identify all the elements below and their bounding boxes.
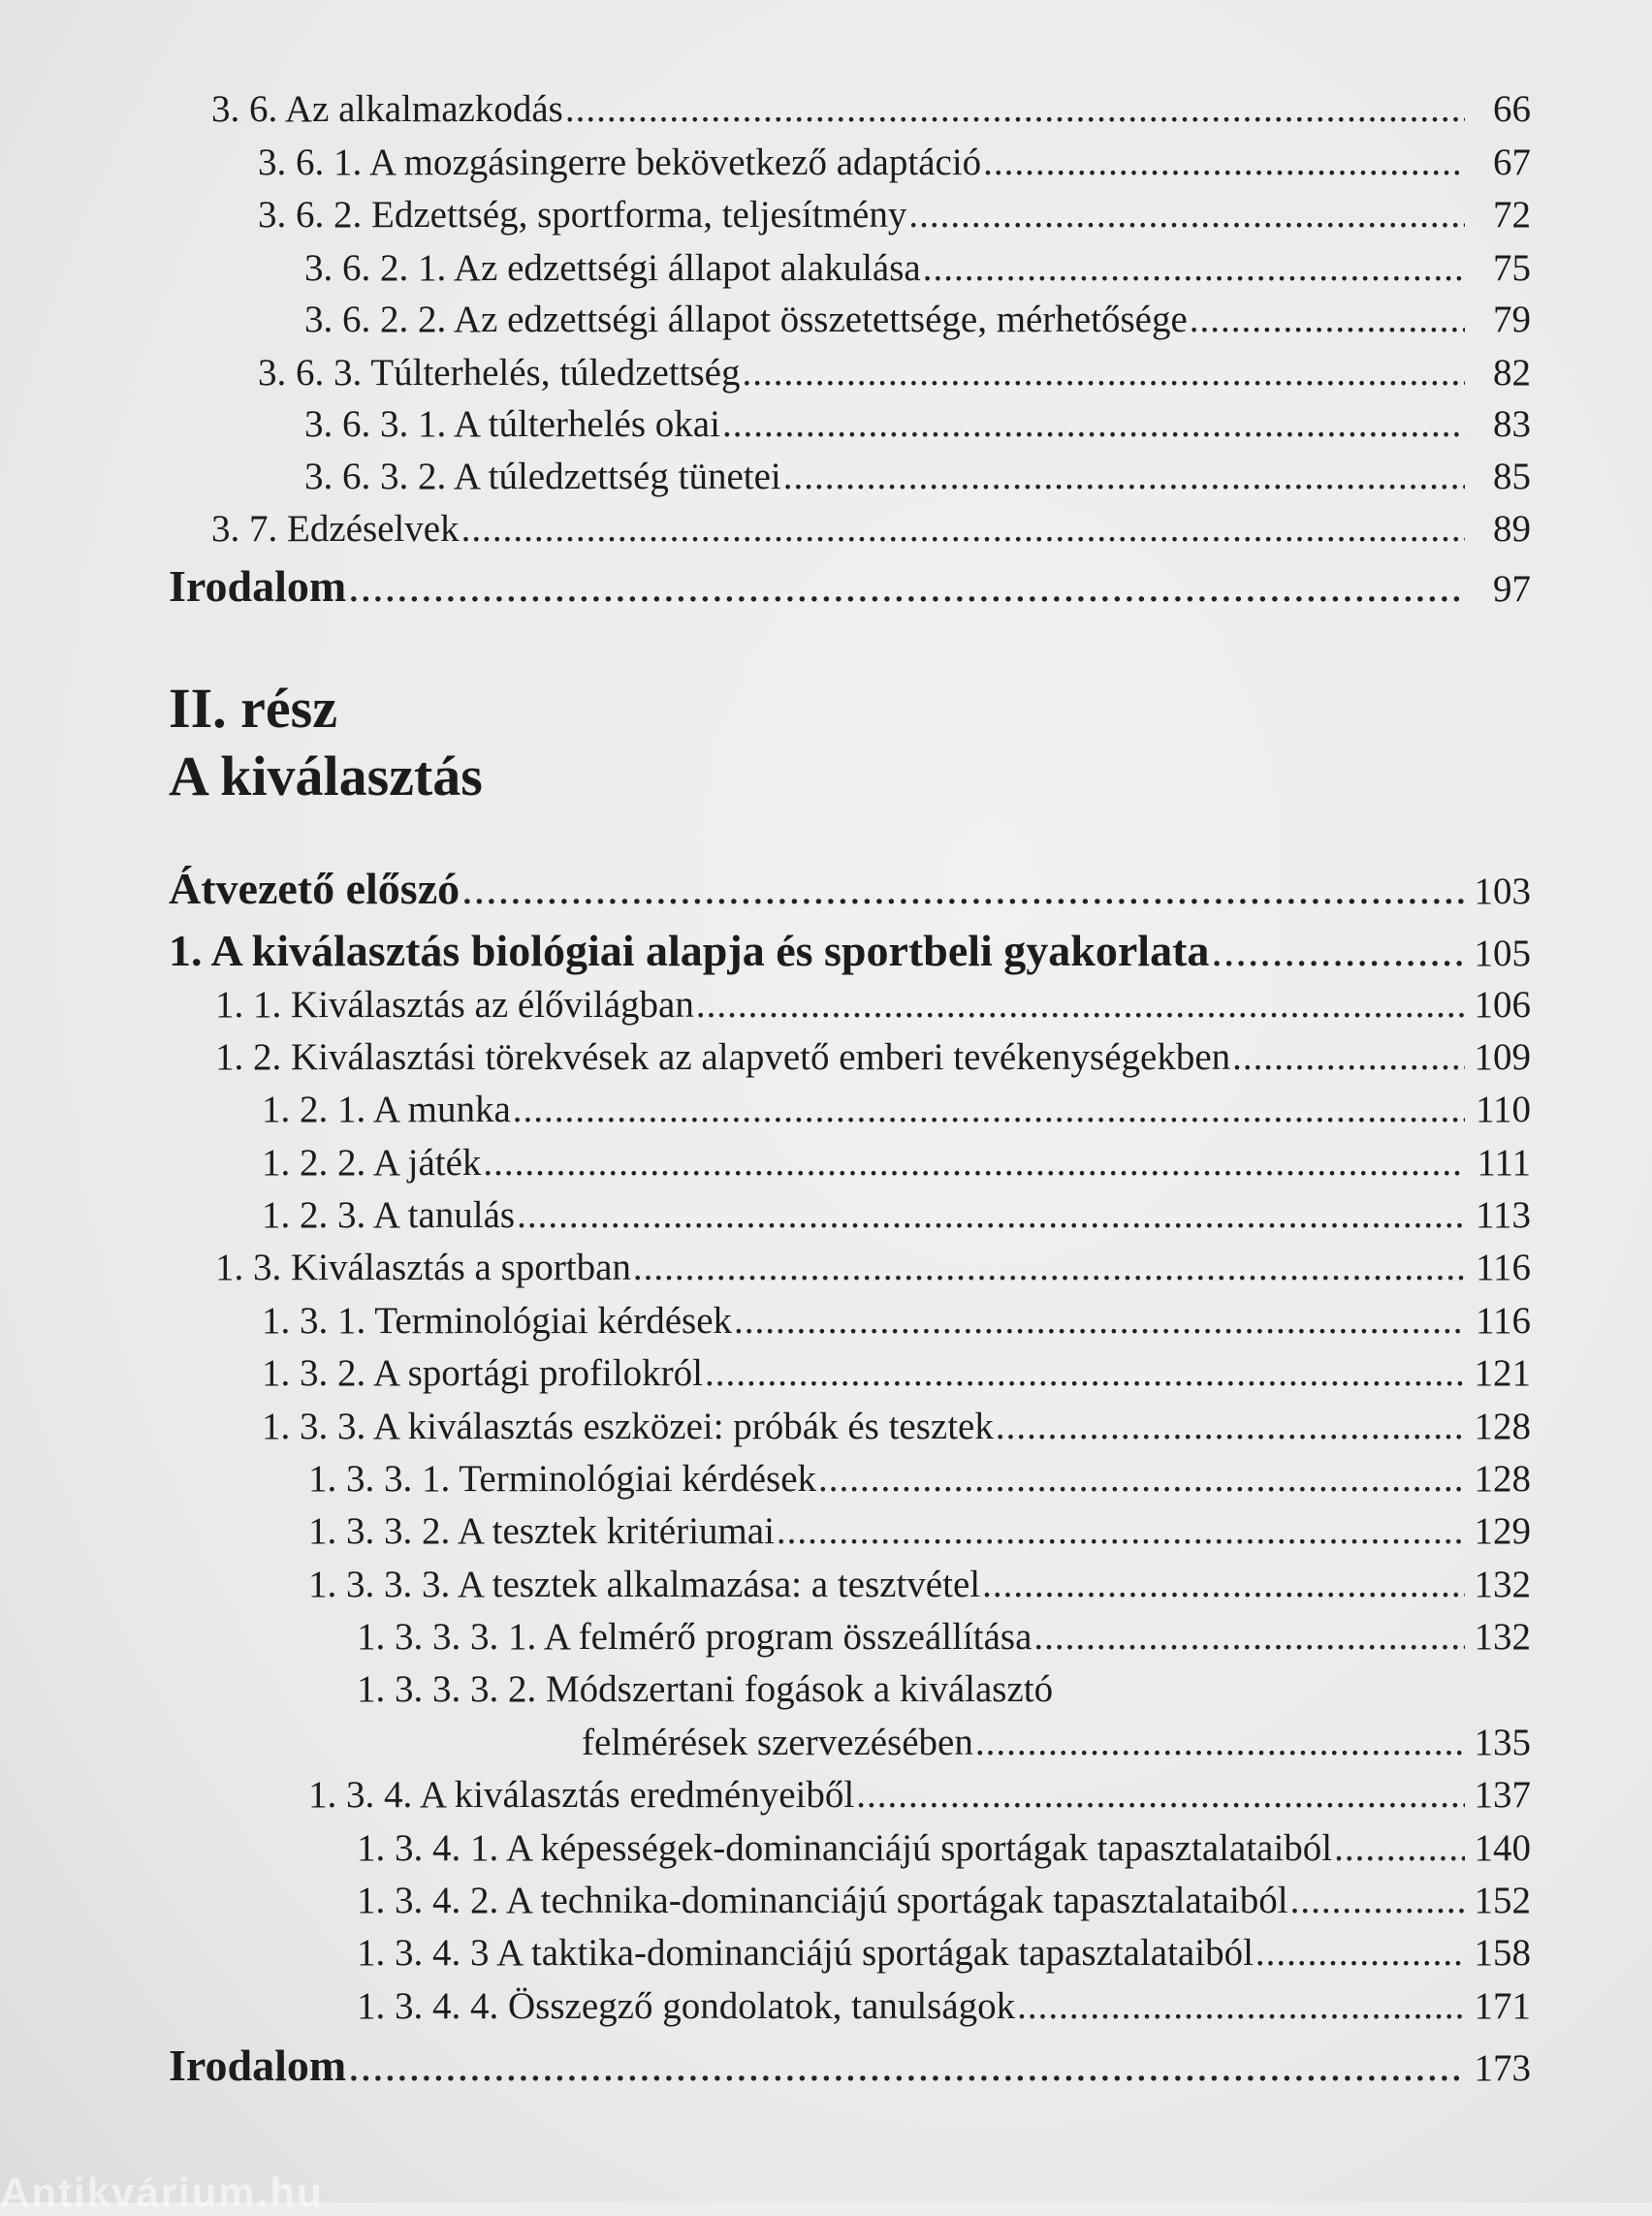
toc-entry-label: 3. 6. 1. A mozgásingerre bekövetkező adaptáció: [258, 142, 982, 183]
toc-entry: [262, 1403, 1531, 1451]
toc-entry-label: 1. 3. 1. Terminológiai kérdések: [262, 1300, 733, 1342]
toc-entry-label: felmérések szervezésében: [582, 1722, 973, 1763]
toc-entry-label: 1. 3. 4. 2. A technika-dominanciájú sportágak tapasztalataiból: [357, 1880, 1288, 1921]
dot-leader: [996, 1403, 1465, 1451]
toc-page-number: 72: [1493, 194, 1531, 236]
toc-entry-label: 1. 3. 4. A kiválasztás eredményeiből: [308, 1774, 855, 1816]
toc-entry: [262, 1086, 1531, 1134]
toc-entry-label: 3. 6. 3. 2. A túledzettség tünetei: [304, 456, 781, 497]
toc-entry-label: 3. 6. 2. 2. Az edzettségi állapot összetettsége, mérhetősége: [304, 299, 1188, 340]
toc-entry-label: 1. 1. Kiválasztás az élővilágban: [215, 984, 694, 1026]
toc-entry: [215, 981, 1531, 1029]
toc-page-number: 121: [1474, 1352, 1531, 1394]
toc-page-number: 132: [1474, 1616, 1531, 1658]
toc-entry: [304, 244, 1531, 293]
toc-entry-label: 3. 6. Az alkalmazkodás: [211, 88, 563, 130]
dot-leader: [1033, 1613, 1464, 1662]
dot-leader: [461, 865, 1464, 913]
toc-entry-label: 1. 3. 3. 1. Terminológiai kérdések: [308, 1458, 817, 1500]
toc-entry: [357, 1877, 1531, 1925]
toc-entry-label: 1. 2. Kiválasztási törekvések az alapvető emberi tevékenységekben: [215, 1036, 1231, 1078]
dot-leader: [983, 139, 1465, 187]
toc-entry-label: Irodalom: [169, 2041, 347, 2090]
toc-entry-label: 1. 3. 4. 3 A taktika-dominanciájú sportágak tapasztalataiból: [357, 1932, 1254, 1974]
toc-page-number: 110: [1475, 1089, 1531, 1130]
toc-entry: [258, 139, 1531, 187]
toc-entry-label: 1. 2. 1. A munka: [262, 1089, 511, 1130]
toc-entry-label: 3. 6. 3. 1. A túlterhelés okai: [304, 403, 720, 445]
toc-entry: [308, 1455, 1531, 1504]
toc-entry-label: 1. 3. 3. 3. A tesztek alkalmazása: a tesztvétel: [308, 1564, 981, 1605]
toc-entry-label: 1. 3. 3. 2. A tesztek kritériumai: [308, 1510, 775, 1552]
dot-leader: [722, 400, 1465, 449]
toc-entry: [304, 400, 1531, 449]
toc-entry-label: 1. 3. 3. 3. 1. A felmérő program összeállítása: [357, 1616, 1032, 1658]
part-heading: II. rész: [169, 677, 337, 740]
dot-leader: [975, 1719, 1465, 1767]
toc-entry-multiline-start: [357, 1665, 1053, 1714]
toc-entry-label: 1. 3. 3. 3. 2. Módszertani fogások a kiválasztó: [357, 1668, 1054, 1710]
dot-leader: [1017, 1982, 1464, 2031]
dot-leader: [908, 191, 1465, 239]
toc-entry: [262, 1191, 1531, 1240]
dot-leader: [1255, 1929, 1465, 1978]
toc-entry-label: 1. 2. 3. A tanulás: [262, 1194, 516, 1236]
toc-page-number: 116: [1475, 1300, 1531, 1342]
dot-leader: [705, 1349, 1465, 1398]
toc-page-number: 67: [1493, 142, 1531, 183]
toc-entry: [262, 1139, 1531, 1187]
toc-page-number: 128: [1474, 1458, 1531, 1500]
dot-leader: [818, 1455, 1464, 1504]
toc-page-number: 128: [1474, 1406, 1531, 1447]
toc-entry: [357, 1982, 1531, 2031]
toc-entry-label: 1. 2. 2. A játék: [262, 1142, 482, 1184]
toc-page-number: 158: [1474, 1932, 1531, 1974]
toc-page-number: 89: [1493, 508, 1531, 550]
toc-entry-continuation: [582, 1719, 1531, 1767]
toc-page-number: 97: [1493, 568, 1531, 610]
toc-entry-label: 3. 6. 2. Edzettség, sportforma, teljesítmény: [258, 194, 907, 236]
toc-entry: [258, 191, 1531, 239]
toc-page-number: 109: [1474, 1036, 1531, 1078]
dot-leader: [1290, 1877, 1465, 1925]
toc-page-number: 85: [1493, 456, 1531, 497]
toc-entry: [211, 505, 1531, 554]
toc-entry-label: Átvezető előszó: [169, 864, 461, 913]
dot-leader: [742, 349, 1465, 397]
dot-leader: [982, 1561, 1464, 1609]
toc-page-number: 79: [1493, 299, 1531, 340]
toc-entry-label: 1. 3. Kiválasztás a sportban: [215, 1247, 631, 1288]
dot-leader: [565, 85, 1465, 134]
dot-leader: [1334, 1824, 1464, 1873]
dot-leader: [1190, 296, 1465, 344]
dot-leader: [1232, 1033, 1464, 1082]
toc-entry: [215, 1244, 1531, 1292]
toc-entry-label: 1. 3. 3. A kiválasztás eszközei: próbák és tesztek: [262, 1406, 994, 1447]
dot-leader: [483, 1139, 1465, 1187]
toc-page-number: 132: [1474, 1564, 1531, 1605]
toc-entry: [357, 1613, 1531, 1662]
toc-page-number: 106: [1474, 984, 1531, 1026]
toc-entry: [262, 1349, 1531, 1398]
part-title: A kiválasztás: [169, 744, 483, 807]
toc-entry: [308, 1507, 1531, 1556]
toc-page-number: 137: [1474, 1774, 1531, 1816]
toc-entry-label: Irodalom: [169, 561, 347, 611]
toc-entry-bibliography: [169, 2042, 1531, 2093]
toc-entry: [215, 1033, 1531, 1082]
toc-entry: [357, 1929, 1531, 1978]
dot-leader: [1211, 927, 1464, 975]
dot-leader: [856, 1771, 1464, 1820]
dot-leader: [696, 981, 1465, 1029]
dot-leader: [348, 2042, 1464, 2090]
dot-leader: [923, 244, 1465, 293]
toc-page-number: 152: [1474, 1880, 1531, 1921]
toc-entry: [304, 296, 1531, 344]
toc-entry-foreword: [169, 865, 1531, 916]
toc-page-number: 113: [1475, 1194, 1531, 1236]
toc-page-number: 103: [1474, 871, 1531, 912]
toc-page-number: 66: [1493, 88, 1531, 130]
dot-leader: [734, 1297, 1465, 1345]
dot-leader: [633, 1244, 1465, 1292]
toc-entry: [262, 1297, 1531, 1345]
dot-leader: [348, 562, 1465, 611]
dot-leader: [513, 1086, 1465, 1134]
toc-page-number: 140: [1474, 1827, 1531, 1869]
toc-entry: [258, 349, 1531, 397]
toc-entry-bibliography: [169, 562, 1531, 614]
watermark-text: Antikvárium.hu: [0, 2169, 324, 2215]
dot-leader: [777, 1507, 1465, 1556]
toc-page-number: 105: [1474, 933, 1531, 974]
toc-page-number: 116: [1475, 1247, 1531, 1288]
toc-page-number: 83: [1493, 403, 1531, 445]
toc-entry-label: 1. A kiválasztás biológiai alapja és sportbeli gyakorlata: [169, 926, 1210, 975]
toc-page-number: 171: [1474, 1985, 1531, 2027]
toc-entry: [304, 453, 1531, 501]
dot-leader: [461, 505, 1465, 554]
toc-page-number: 135: [1474, 1722, 1531, 1763]
toc-page-number: 173: [1474, 2047, 1531, 2089]
dot-leader: [783, 453, 1465, 501]
toc-entry-label: 3. 6. 2. 1. Az edzettségi állapot alakulása: [304, 247, 921, 289]
toc-entry: [308, 1771, 1531, 1820]
toc-entry-label: 3. 7. Edzéselvek: [211, 508, 460, 550]
toc-page-number: 111: [1477, 1142, 1531, 1184]
dot-leader: [517, 1191, 1465, 1240]
toc-entry: [211, 85, 1531, 134]
toc-entry-label: 1. 3. 2. A sportági profilokról: [262, 1352, 703, 1394]
toc-entry: [357, 1824, 1531, 1873]
toc-entry-label: 3. 6. 3. Túlterhelés, túledzettség: [258, 352, 741, 394]
toc-page-number: 75: [1493, 247, 1531, 289]
toc-entry-chapter: [169, 927, 1531, 978]
toc-entry-label: 1. 3. 4. 1. A képességek-dominanciájú sportágak tapasztalataiból: [357, 1827, 1333, 1869]
toc-entry-label: 1. 3. 4. 4. Összegző gondolatok, tanulságok: [357, 1985, 1016, 2027]
toc-page-number: 129: [1474, 1510, 1531, 1552]
toc-page-number: 82: [1493, 352, 1531, 394]
toc-entry: [308, 1561, 1531, 1609]
